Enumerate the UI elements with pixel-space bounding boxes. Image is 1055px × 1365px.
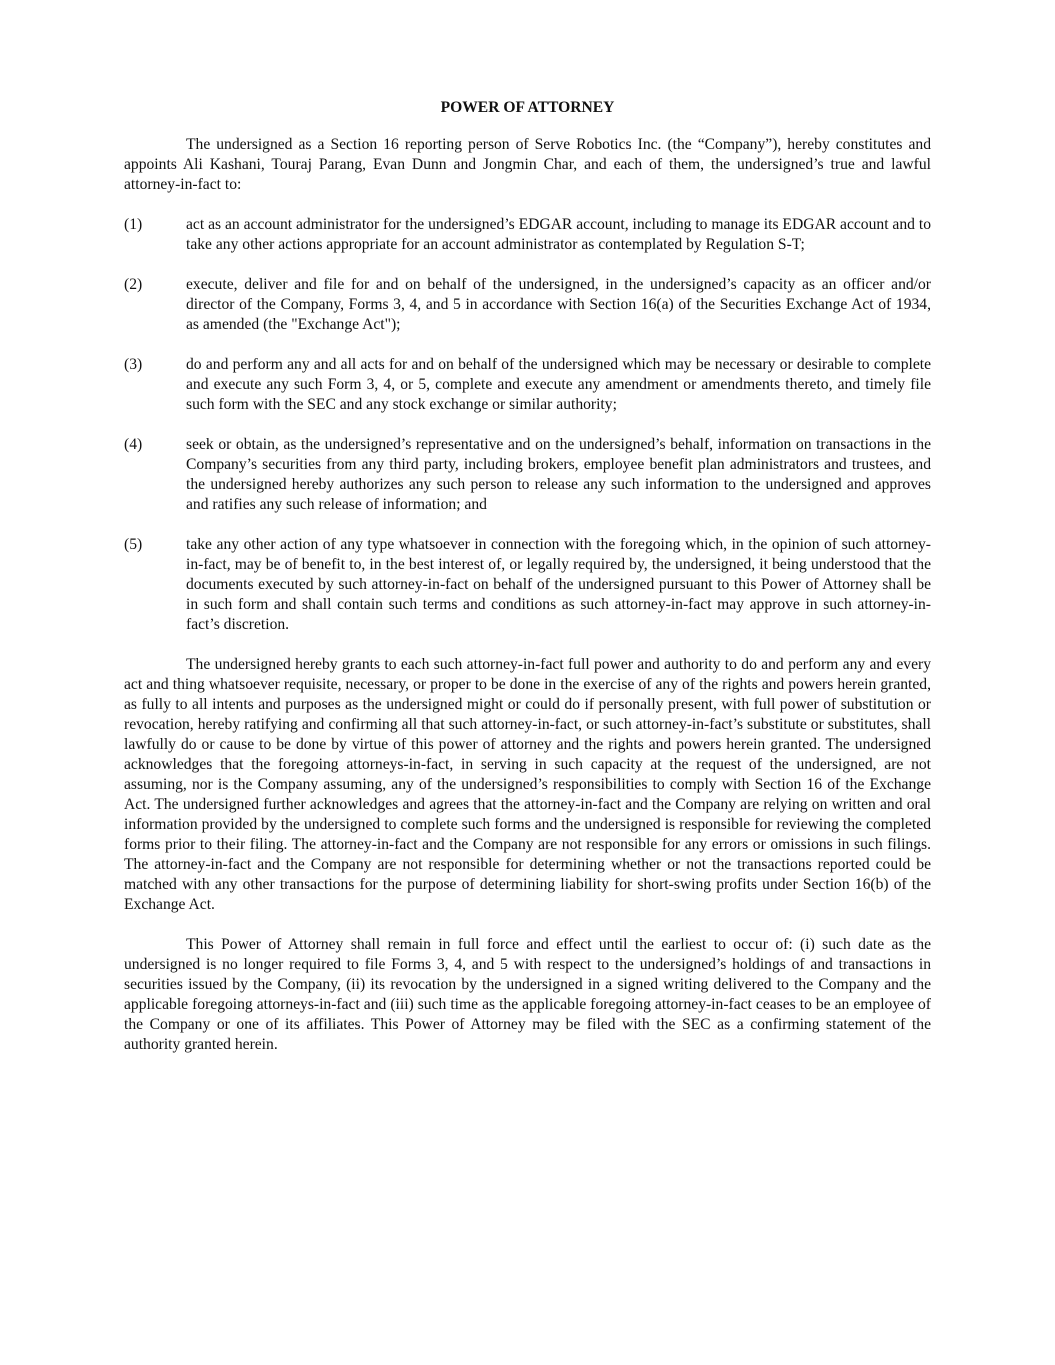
item-text: execute, deliver and file for and on behalf of the undersigned, in the undersigned’s capacity as an officer and/or director of the Company, Forms 3, 4, and 5 in accordance with Section 16(a) of the Securities Exchange Act of 1934, as amended (the "Exchange Act"); [186,276,931,333]
term-paragraph: This Power of Attorney shall remain in full force and effect until the earliest to occur of: (i) such date as the undersigned is no longer required to file Forms 3, 4, and 5 with respect to the undersigned’s holdings of and transactions in securities issued by the Company, (ii) its revocation by the undersigned in a signed writing delivered to the Company and the applicable foregoing attorneys-in-fact and (iii) such time as the applicable foregoing attorney-in-fact ceases to be an employee of the Company or one of its affiliates. This Power of Attorney may be filed with the SEC as a confirming statement of the authority granted herein. [124,936,931,1053]
grant-paragraph: The undersigned hereby grants to each such attorney-in-fact full power and authority to do and perform any and every act and thing whatsoever requisite, necessary, or proper to be done in the exercise of any of the rights and powers herein granted, as fully to all intents and purposes as the undersigned might or could do if personally present, with full power of substitution or revocation, hereby ratifying and confirming all that such attorney-in-fact, or such attorney-in-fact’s substitute or substitutes, shall lawfully do or cause to be done by virtue of this power of attorney and the rights and powers herein granted. The undersigned acknowledges that the foregoing attorneys-in-fact, in serving in such capacity at the request of the undersigned, are not assuming, nor is the Company assuming, any of the undersigned’s responsibilities to comply with Section 16 of the Exchange Act. The undersigned further acknowledges and agrees that the attorney-in-fact and the Company are relying on written and oral information provided by the undersigned to complete such forms and the undersigned is responsible for reviewing the completed forms prior to their filing. The attorney-in-fact and the Company are not responsible for any errors or omissions in such filings. The attorney-in-fact and the Company are not responsible for determining whether or not the transactions reported could be matched with any other transactions for the purpose of determining liability for short-swing profits under Section 16(b) of the Exchange Act. [124,656,931,913]
item-text: act as an account administrator for the undersigned’s EDGAR account, including to manage its EDGAR account and to take any other actions appropriate for an account administrator as contemplated by Regulation S-T; [186,216,931,253]
item-text: take any other action of any type whatsoever in connection with the foregoing which, in the opinion of such attorney-in-fact, may be of benefit to, in the best interest of, or legally required by, the undersigned, it being understood that the documents executed by such attorney-in-fact on behalf of the undersigned pursuant to this Power of Attorney shall be in such form and shall contain such terms and conditions as such attorney-in-fact may approve in such attorney-in-fact’s discretion. [186,536,931,633]
list-item [124,535,931,635]
item-text: seek or obtain, as the undersigned’s representative and on the undersigned’s behalf, information on transactions in the Company’s securities from any third party, including brokers, employee benefit plan administrators and trustees, and the undersigned hereby authorizes any such person to release any such information to the undersigned and approves and ratifies any such release of information; and [186,436,931,513]
item-number: (2) [124,276,143,293]
document-page [124,98,931,1075]
list-item [124,215,931,255]
intro-paragraph: The undersigned as a Section 16 reporting person of Serve Robotics Inc. (the “Company”), hereby constitutes and appoints Ali Kashani, Touraj Parang, Evan Dunn and Jongmin Char, and each of them, the undersigned’s true and lawful attorney-in-fact to: [124,136,931,193]
item-text: do and perform any and all acts for and on behalf of the undersigned which may be necessary or desirable to complete and execute any such Form 3, 4, or 5, complete and execute any amendment or amendments thereto, and timely file such form with the SEC and any stock exchange or similar authority; [186,356,931,413]
item-number: (3) [124,356,143,373]
item-number: (5) [124,536,143,553]
list-item [124,355,931,415]
list-item [124,435,931,515]
list-item [124,275,931,335]
item-number: (1) [124,216,143,233]
item-number: (4) [124,436,143,453]
document-title: POWER OF ATTORNEY [440,99,615,116]
